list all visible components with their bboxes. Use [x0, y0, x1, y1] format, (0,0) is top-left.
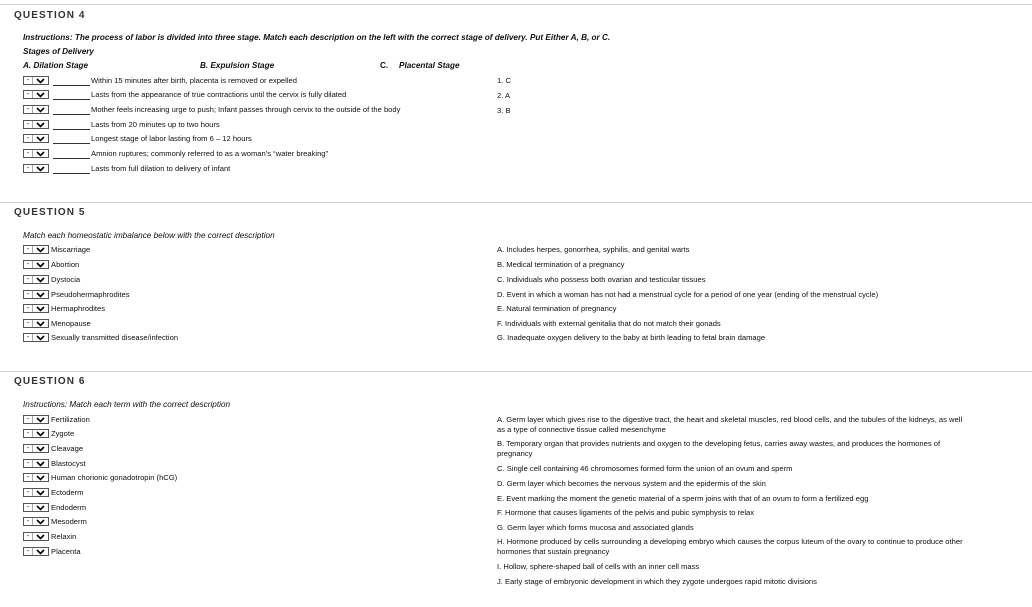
q5-select-5[interactable]	[23, 304, 49, 313]
q6-select-4[interactable]	[23, 459, 49, 468]
chevron-down-icon	[36, 277, 45, 283]
q5-option: G. Inadequate oxygen delivery to the baby at birth leading to fetal brain damage	[497, 333, 766, 342]
q5-select-1[interactable]	[23, 245, 49, 254]
select-value: -	[24, 460, 33, 467]
answer-blank	[53, 143, 90, 144]
q4-item-description: Within 15 minutes after birth, placenta is removed or expelled	[91, 76, 297, 85]
q6-option: J. Early stage of embryonic development in which they zygote undergoes rapid mitotic divisions	[497, 577, 817, 586]
q6-option: F. Hormone that causes ligaments of the pelvis and pubic symphysis to relax	[497, 508, 755, 517]
answer-blank	[53, 99, 90, 100]
q6-select-2[interactable]	[23, 429, 49, 438]
select-value: -	[24, 150, 33, 157]
chevron-down-icon	[36, 417, 45, 423]
q6-select-6[interactable]	[23, 488, 49, 497]
q5-option: D. Event in which a woman has not had a menstrual cycle for a period of one year (ending of the menstrual cycle)	[497, 290, 879, 299]
q5-option: E. Natural termination of pregnancy	[497, 304, 617, 313]
q4-item-description: Amnion ruptures; commonly referred to as a woman’s “water breaking”	[91, 149, 329, 158]
chevron-down-icon	[36, 247, 45, 253]
q6-option: E. Event marking the moment the genetic material of a sperm joins with that of an ovum to form a fertilized egg	[497, 494, 869, 503]
select-value: -	[24, 246, 33, 253]
select-value: -	[24, 276, 33, 283]
chevron-down-icon	[36, 92, 45, 98]
chevron-down-icon	[36, 306, 45, 312]
chevron-down-icon	[36, 292, 45, 298]
stage-a: A. Dilation Stage	[23, 61, 89, 70]
q6-option: H. Hormone produced by cells surrounding a developing embryo which causes the corpus luteum of the ovary to continue to produce other hormones that sustain pregnancy	[497, 537, 963, 556]
q6-option: C. Single cell containing 46 chromosomes formed form the union of an ovum and sperm	[497, 464, 793, 473]
chevron-down-icon	[36, 475, 45, 481]
answer-blank	[53, 85, 90, 86]
answer-blank	[53, 158, 90, 159]
select-value: -	[24, 106, 33, 113]
q6-item-term: Zygote	[51, 429, 75, 438]
select-value: -	[24, 121, 33, 128]
chevron-down-icon	[36, 505, 45, 511]
q5-option: B. Medical termination of a pregnancy	[497, 260, 625, 269]
select-value: -	[24, 165, 33, 172]
answer-3: 3. B	[497, 106, 511, 115]
q5-select-7[interactable]	[23, 333, 49, 342]
q6-select-7[interactable]	[23, 503, 49, 512]
q6-instructions: Instructions: Match each term with the correct description	[23, 400, 231, 409]
divider	[0, 371, 1032, 372]
chevron-down-icon	[36, 335, 45, 341]
select-value: -	[24, 135, 33, 142]
select-value: -	[24, 430, 33, 437]
q4-select-7[interactable]	[23, 164, 49, 173]
q4-select-2[interactable]	[23, 90, 49, 99]
chevron-down-icon	[36, 166, 45, 172]
q4-stages-heading: Stages of Delivery	[23, 47, 94, 56]
chevron-down-icon	[36, 151, 45, 157]
q5-instructions: Match each homeostatic imbalance below with the correct description	[23, 231, 275, 240]
q5-item-term: Abortion	[51, 260, 80, 269]
select-value: -	[24, 416, 33, 423]
q6-item-term: Ectoderm	[51, 488, 84, 497]
q5-item-term: Menopause	[51, 319, 91, 328]
answer-1: 1. C	[497, 76, 511, 85]
q5-item-term: Pseudohermaphrodites	[51, 290, 130, 299]
q5-option: F. Individuals with external genitalia that do not match their gonads	[497, 319, 721, 328]
select-value: -	[24, 77, 33, 84]
q6-select-1[interactable]	[23, 415, 49, 424]
q4-select-1[interactable]	[23, 76, 49, 85]
q6-select-9[interactable]	[23, 532, 49, 541]
select-value: -	[24, 91, 33, 98]
select-value: -	[24, 474, 33, 481]
select-value: -	[24, 320, 33, 327]
stage-c: C.	[380, 61, 389, 70]
q4-select-4[interactable]	[23, 120, 49, 129]
question-4-title: QUESTION 4	[14, 10, 86, 21]
q5-item-term: Miscarriage	[51, 245, 91, 254]
q6-item-term: Blastocyst	[51, 459, 86, 468]
select-value: -	[24, 445, 33, 452]
chevron-down-icon	[36, 122, 45, 128]
chevron-down-icon	[36, 461, 45, 467]
q6-select-10[interactable]	[23, 547, 49, 556]
q6-select-8[interactable]	[23, 517, 49, 526]
q5-item-term: Hermaphrodites	[51, 304, 106, 313]
q5-option: A. Includes herpes, gonorrhea, syphilis, and genital warts	[497, 245, 690, 254]
q6-select-5[interactable]	[23, 473, 49, 482]
stage-b: B. Expulsion Stage	[200, 61, 275, 70]
chevron-down-icon	[36, 490, 45, 496]
q5-select-2[interactable]	[23, 260, 49, 269]
q6-item-term: Fertilization	[51, 415, 90, 424]
select-value: -	[24, 548, 33, 555]
select-value: -	[24, 334, 33, 341]
select-value: -	[24, 518, 33, 525]
q5-option: C. Individuals who possess both ovarian and testicular tissues	[497, 275, 706, 284]
q6-option: A. Germ layer which gives rise to the digestive tract, the heart and skeletal muscles, red blood cells, and the tubules of the kidneys, as well as a type of connective tissue called mesenchyme	[497, 415, 963, 434]
q5-select-6[interactable]	[23, 319, 49, 328]
q6-option: G. Germ layer which forms mucosa and associated glands	[497, 523, 694, 532]
q4-item-description: Longest stage of labor lasting from 6 – 12 hours	[91, 134, 252, 143]
answer-blank	[53, 114, 90, 115]
q5-select-4[interactable]	[23, 290, 49, 299]
divider	[0, 4, 1032, 5]
chevron-down-icon	[36, 549, 45, 555]
select-value: -	[24, 261, 33, 268]
question-6-title: QUESTION 6	[14, 376, 86, 387]
chevron-down-icon	[36, 519, 45, 525]
q6-option: I. Hollow, sphere-shaped ball of cells with an inner cell mass	[497, 562, 700, 571]
q5-item-term: Sexually transmitted disease/infection	[51, 333, 179, 342]
select-value: -	[24, 291, 33, 298]
chevron-down-icon	[36, 78, 45, 84]
chevron-down-icon	[36, 534, 45, 540]
q4-item-description: Mother feels increasing urge to push; Infant passes through cervix to the outside of the body	[91, 105, 401, 114]
select-value: -	[24, 504, 33, 511]
select-value: -	[24, 305, 33, 312]
stage-c-name: Placental Stage	[399, 61, 460, 70]
q6-item-term: Mesoderm	[51, 517, 87, 526]
q5-select-3[interactable]	[23, 275, 49, 284]
chevron-down-icon	[36, 107, 45, 113]
q6-item-term: Cleavage	[51, 444, 84, 453]
q4-item-description: Lasts from 20 minutes up to two hours	[91, 120, 220, 129]
chevron-down-icon	[36, 446, 45, 452]
q6-item-term: Placenta	[51, 547, 81, 556]
q6-item-term: Endoderm	[51, 503, 87, 512]
select-value: -	[24, 489, 33, 496]
question-5-title: QUESTION 5	[14, 207, 86, 218]
divider	[0, 202, 1032, 203]
q6-option: D. Germ layer which becomes the nervous system and the epidermis of the skin	[497, 479, 766, 488]
select-value: -	[24, 533, 33, 540]
q4-item-description: Lasts from the appearance of true contractions until the cervix is fully dilated	[91, 90, 347, 99]
q6-item-term: Human chorionic gonadotropin (hCG)	[51, 473, 178, 482]
answer-blank	[53, 173, 90, 174]
q6-option: B. Temporary organ that provides nutrients and oxygen to the developing fetus, carries away wastes, and produces the hormones of pregnancy	[497, 439, 941, 458]
q4-select-5[interactable]	[23, 134, 49, 143]
q6-select-3[interactable]	[23, 444, 49, 453]
q4-item-description: Lasts from full dilation to delivery of infant	[91, 164, 231, 173]
chevron-down-icon	[36, 321, 45, 327]
chevron-down-icon	[36, 431, 45, 437]
q4-instructions: Instructions: The process of labor is divided into three stage. Match each description on the left with the correct stage of delivery. Put Either A, B, or C.	[23, 33, 611, 42]
q4-select-6[interactable]	[23, 149, 49, 158]
chevron-down-icon	[36, 262, 45, 268]
q6-item-term: Relaxin	[51, 532, 77, 541]
answer-blank	[53, 129, 90, 130]
chevron-down-icon	[36, 136, 45, 142]
q4-select-3[interactable]	[23, 105, 49, 114]
answer-2: 2. A	[497, 91, 511, 100]
q5-item-term: Dystocia	[51, 275, 81, 284]
